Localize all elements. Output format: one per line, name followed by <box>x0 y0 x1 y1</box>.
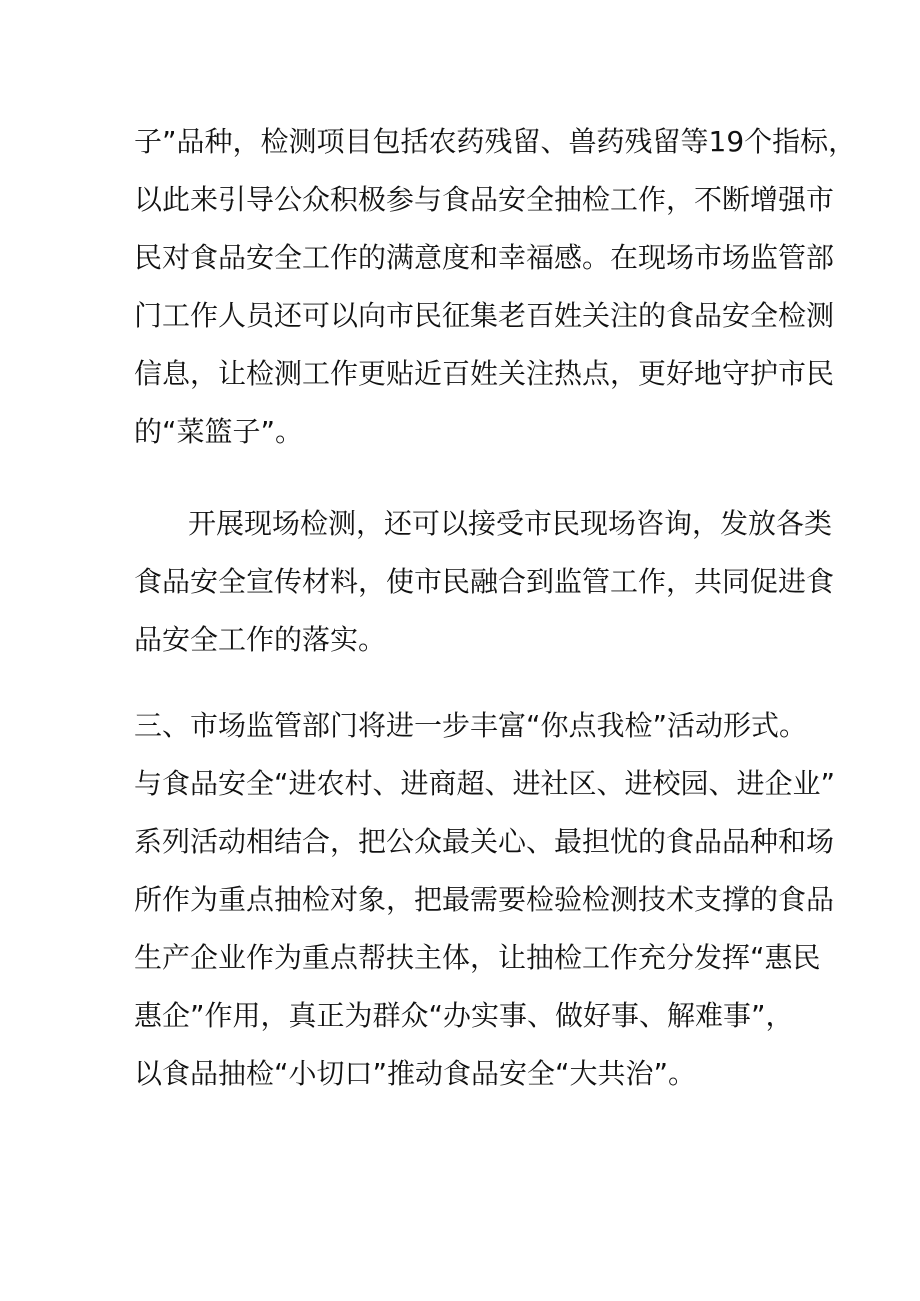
text-line: 民对食品安全工作的满意度和幸福感。在现场市场监管部 <box>134 241 835 274</box>
text-line: 门工作人员还可以向市民征集老百姓关注的食品安全检测 <box>134 299 835 332</box>
text-line: 系列活动相结合，把公众最关心、最担忧的食品品种和场 <box>134 825 835 858</box>
text-line: 信息，让检测工作更贴近百姓关注热点，更好地守护市民 <box>134 357 835 390</box>
text-line: 与食品安全“进农村、进商超、进社区、进校园、进企业” <box>134 767 836 800</box>
text-line: 三、市场监管部门将进一步丰富“你点我检”活动形式。 <box>134 709 808 742</box>
text-line: 以此来引导公众积极参与食品安全抽检工作，不断增强市 <box>134 183 835 216</box>
text-line: 品安全工作的落实。 <box>134 623 387 656</box>
text-line: 子”品种，检测项目包括农药残留、兽药残留等19个指标， <box>134 125 857 158</box>
text-line: 所作为重点抽检对象，把最需要检验检测技术支撑的食品 <box>134 883 835 916</box>
text-line: 惠企”作用，真正为群众“办实事、做好事、解难事”， <box>134 999 794 1032</box>
text-line: 食品安全宣传材料，使市民融合到监管工作，共同促进食 <box>134 565 835 598</box>
text-line: 的“菜篮子”。 <box>134 415 304 448</box>
text-line: 开展现场检测，还可以接受市民现场咨询，发放各类 <box>188 507 833 540</box>
text-line: 以食品抽检“小切口”推动食品安全“大共治”。 <box>134 1057 697 1090</box>
text-line: 生产企业作为重点帮扶主体，让抽检工作充分发挥“惠民 <box>134 941 821 974</box>
